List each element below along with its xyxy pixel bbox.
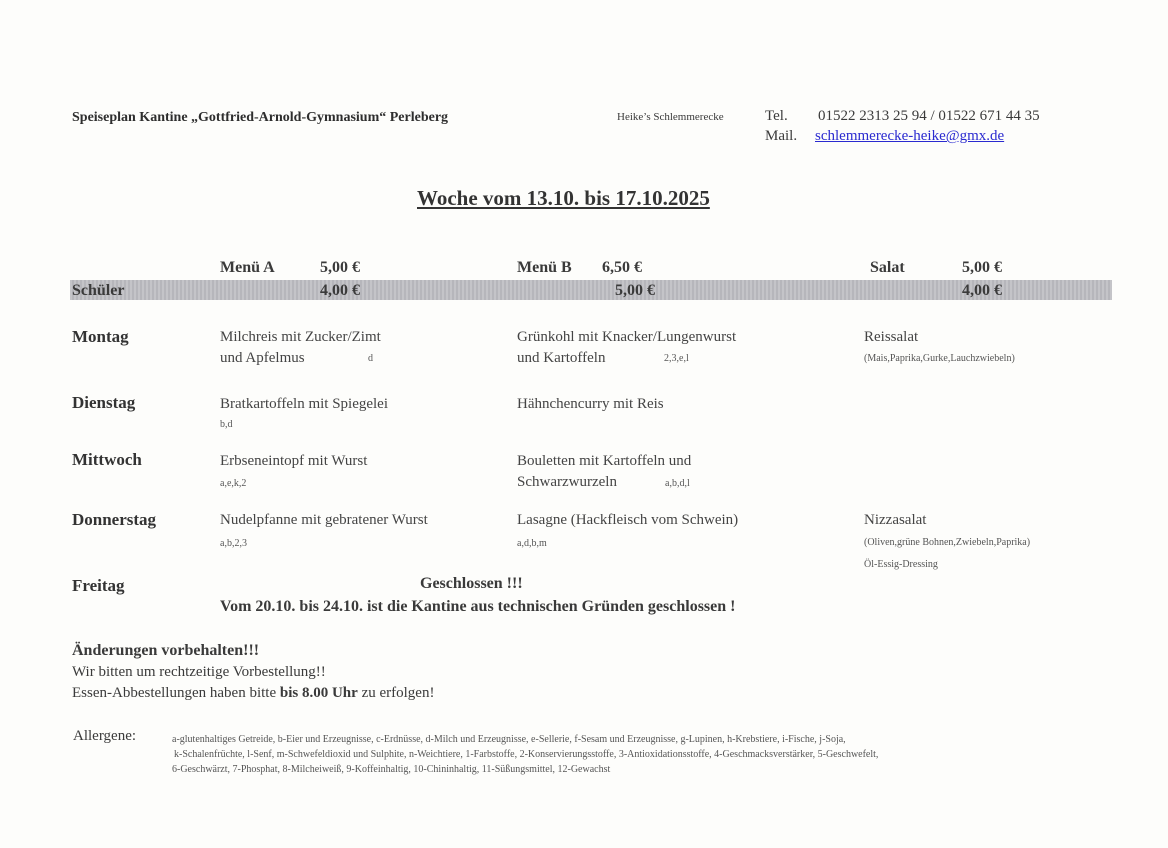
salad-student-price: 4,00 € — [962, 282, 1002, 299]
cancel-text: Essen-Abbestellungen haben bitte — [72, 685, 280, 701]
preorder-note: Wir bitten um rechtzeitige Vorbestellung!! — [72, 664, 326, 680]
mail-link[interactable]: schlemmerecke-heike@gmx.de — [815, 128, 1005, 144]
student-label: Schüler — [72, 282, 125, 299]
menu-a-student-price: 4,00 € — [320, 282, 360, 299]
day-friday: Freitag — [72, 576, 125, 595]
monday-a-allergens: d — [368, 353, 373, 364]
day-wednesday: Mittwoch — [72, 450, 142, 469]
menu-b-price: 6,50 € — [602, 259, 642, 276]
wednesday-menu-a: Erbseneintopf mit Wurst — [220, 453, 368, 469]
allergens-line: a-glutenhaltiges Getreide, b-Eier und Erzeugnisse, c-Erdnüsse, d-Milch und Erzeugnisse, e-Sellerie, f-Sesam und Erzeugnisse, g-Lupinen, h-Krebstiere, i-Fische, j-Soja, — [172, 734, 846, 745]
cancel-text: zu erfolgen! — [357, 685, 435, 701]
thursday-salad: Nizzasalat — [864, 512, 927, 528]
day-tuesday: Dienstag — [72, 393, 136, 412]
wednesday-a-allergens: a,e,k,2 — [220, 478, 247, 489]
monday-menu-b — [517, 327, 736, 369]
tuesday-menu-a: Bratkartoffeln mit Spiegelei — [220, 396, 389, 412]
friday-closed: Geschlossen !!! — [420, 575, 523, 592]
menu-b-student-price: 5,00 € — [615, 282, 655, 299]
monday-salad-details: (Mais,Paprika,Gurke,Lauchzwiebeln) — [864, 353, 1015, 364]
dish-line: Bouletten mit Kartoffeln und — [517, 453, 692, 469]
document-title: Speiseplan Kantine „Gottfried-Arnold-Gymnasium“ Perleberg — [72, 110, 449, 125]
student-price-bar — [70, 280, 1112, 300]
day-monday: Montag — [72, 327, 129, 346]
menu-b-name: Menü B — [517, 259, 572, 276]
menu-a-name: Menü A — [220, 259, 275, 276]
allergens-line: k-Schalenfrüchte, l-Senf, m-Schwefeldioxid und Sulphite, n-Weichtiere, 1-Farbstoffe, 2-Konservierungsstoffe, 3-Antioxidationsstoffe, 4-Geschmacksverstärker, 5-Geschwefelt, — [174, 749, 879, 760]
day-thursday: Donnerstag — [72, 510, 157, 529]
salad-price: 5,00 € — [962, 259, 1002, 276]
caterer-name: Heike’s Schlemmerecke — [617, 111, 724, 123]
allergens-line: 6-Geschwärzt, 7-Phosphat, 8-Milcheiweiß, 9-Koffeinhaltig, 10-Chininhaltig, 11-Süßungsmittel, 12-Gewachst — [172, 764, 611, 775]
wednesday-b-allergens: a,b,d,l — [665, 478, 690, 489]
thursday-menu-b: Lasagne (Hackfleisch vom Schwein) — [517, 512, 739, 528]
monday-b-allergens: 2,3,e,l — [664, 353, 689, 364]
dish-line: und Kartoffeln — [517, 350, 606, 366]
thursday-a-allergens: a,b,2,3 — [220, 538, 247, 549]
allergens-label: Allergene: — [73, 728, 137, 744]
thursday-salad-dressing: Öl-Essig-Dressing — [864, 559, 938, 570]
tel-number: 01522 2313 25 94 / 01522 671 44 35 — [818, 108, 1040, 124]
tel-label: Tel. — [765, 108, 788, 124]
allergens-list — [172, 732, 878, 777]
dish-line: Schwarzwurzeln — [517, 474, 617, 490]
closure-notice: Vom 20.10. bis 24.10. ist die Kantine aus technischen Gründen geschlossen ! — [220, 598, 736, 615]
mail-label: Mail. — [765, 128, 798, 144]
tuesday-a-allergens: b,d — [220, 419, 233, 430]
dish-line: Milchreis mit Zucker/Zimt — [220, 329, 381, 345]
dish-line: und Apfelmus — [220, 350, 305, 366]
monday-menu-a — [220, 327, 381, 369]
changes-note: Änderungen vorbehalten!!! — [72, 642, 260, 659]
cancel-note — [72, 685, 434, 702]
week-heading: Woche vom 13.10. bis 17.10.2025 — [417, 186, 710, 210]
thursday-b-allergens: a,d,b,m — [517, 538, 547, 549]
thursday-salad-details: (Oliven,grüne Bohnen,Zwiebeln,Paprika) — [864, 537, 1031, 548]
dish-line: Grünkohl mit Knacker/Lungenwurst — [517, 329, 737, 345]
salad-name: Salat — [870, 259, 905, 276]
tuesday-menu-b: Hähnchencurry mit Reis — [517, 396, 664, 412]
monday-salad: Reissalat — [864, 329, 919, 345]
thursday-menu-a: Nudelpfanne mit gebratener Wurst — [220, 512, 428, 528]
cancel-deadline: bis 8.00 Uhr — [279, 685, 358, 701]
menu-a-price: 5,00 € — [320, 259, 360, 276]
